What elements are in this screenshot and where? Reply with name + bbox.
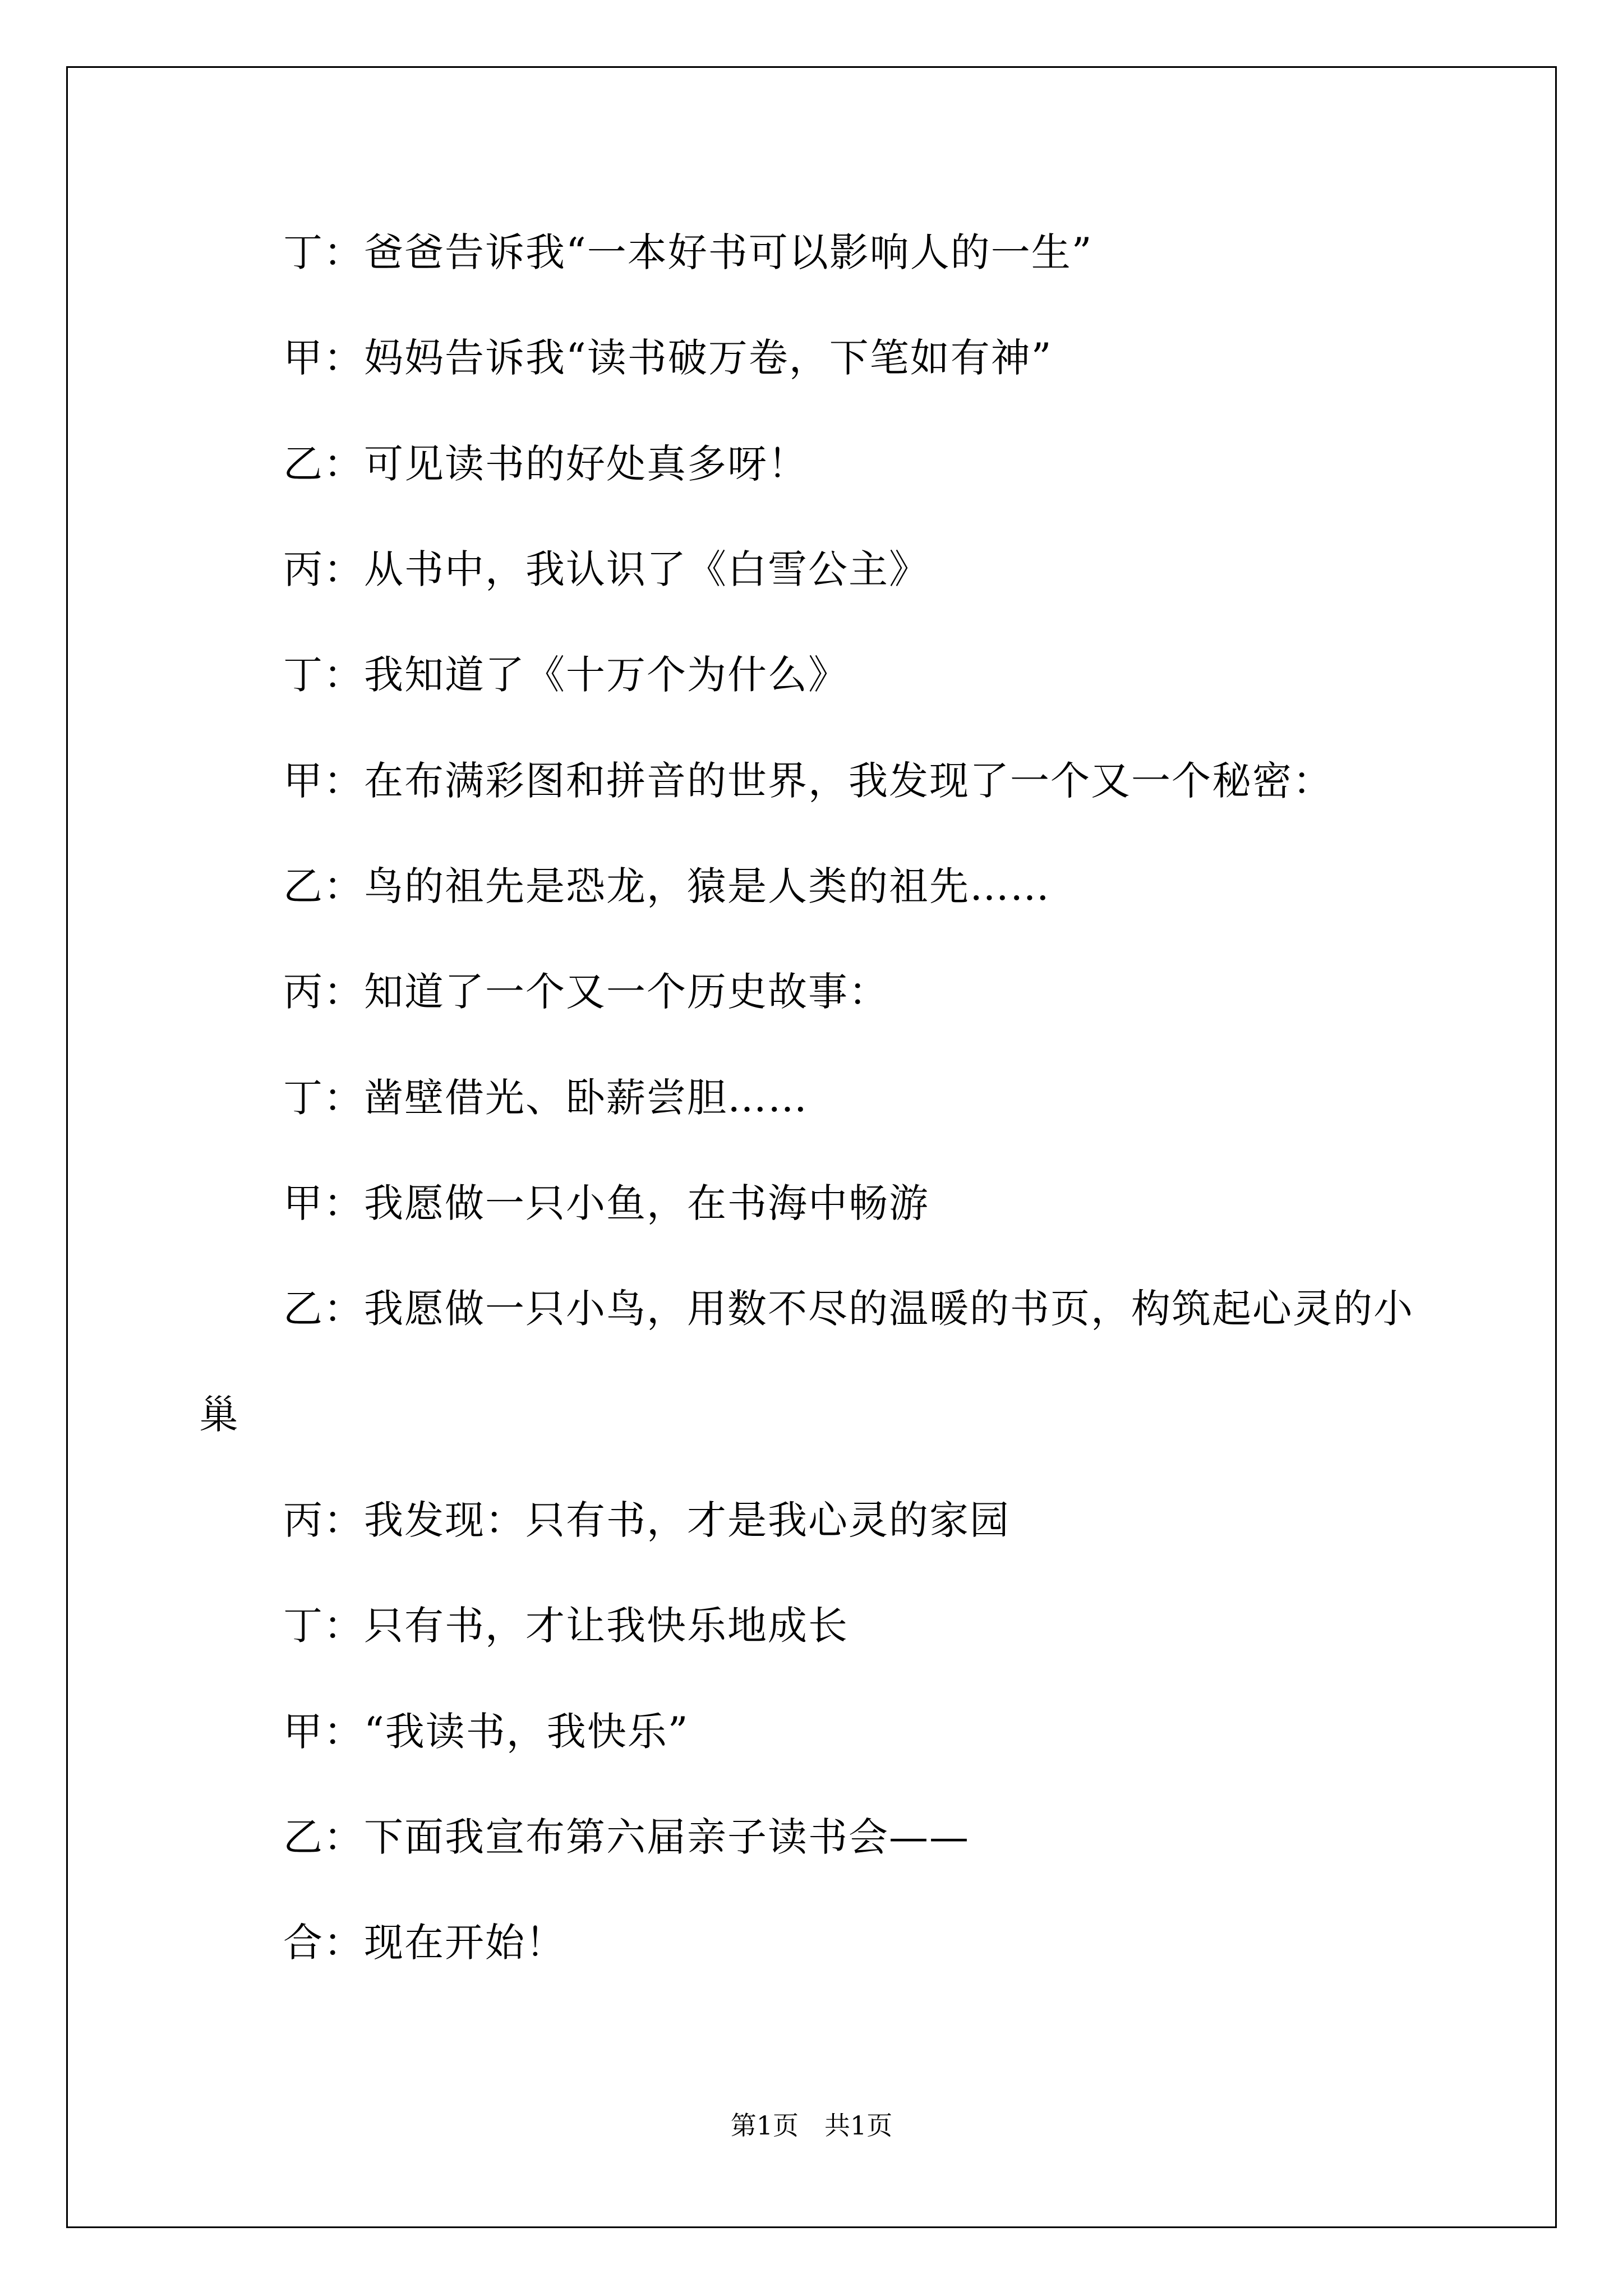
dialogue-line: 丙：我发现：只有书，才是我心灵的家园	[283, 1497, 1010, 1543]
dialogue-line: 丁：我知道了《十万个为什么》	[283, 652, 849, 698]
page-border	[66, 66, 1557, 2228]
dialogue-line: 丁：只有书，才让我快乐地成长	[283, 1603, 849, 1649]
dialogue-line-continuation: 巢	[199, 1392, 239, 1438]
dialogue-line: 合：现在开始！	[283, 1920, 566, 1966]
dialogue-line: 甲：我愿做一只小鱼，在书海中畅游	[283, 1180, 929, 1226]
dialogue-line: 丁：爸爸告诉我“一本好书可以影响人的一生”	[283, 229, 1093, 275]
dialogue-line: 丙：从书中，我认识了《白雪公主》	[283, 546, 929, 592]
dialogue-line: 甲：妈妈告诉我“读书破万卷，下笔如有神”	[283, 335, 1053, 381]
page-footer: 第1页 共1页	[730, 2110, 893, 2141]
dialogue-line: 乙：鸟的祖先是恐龙，猿是人类的祖先……	[283, 863, 1050, 909]
dialogue-line: 乙：可见读书的好处真多呀！	[283, 441, 808, 487]
dialogue-line: 甲：在布满彩图和拼音的世界，我发现了一个又一个秘密：	[283, 758, 1333, 804]
dialogue-line: 丙：知道了一个又一个历史故事：	[283, 969, 889, 1015]
dialogue-line: 乙：下面我宣布第六届亲子读书会——	[283, 1814, 970, 1860]
dialogue-line: 丁：凿壁借光、卧薪尝胆……	[283, 1075, 808, 1121]
dialogue-line: 乙：我愿做一只小鸟，用数不尽的温暖的书页，构筑起心灵的小	[283, 1286, 1414, 1332]
dialogue-line: 甲：“我读书，我快乐”	[283, 1709, 689, 1755]
